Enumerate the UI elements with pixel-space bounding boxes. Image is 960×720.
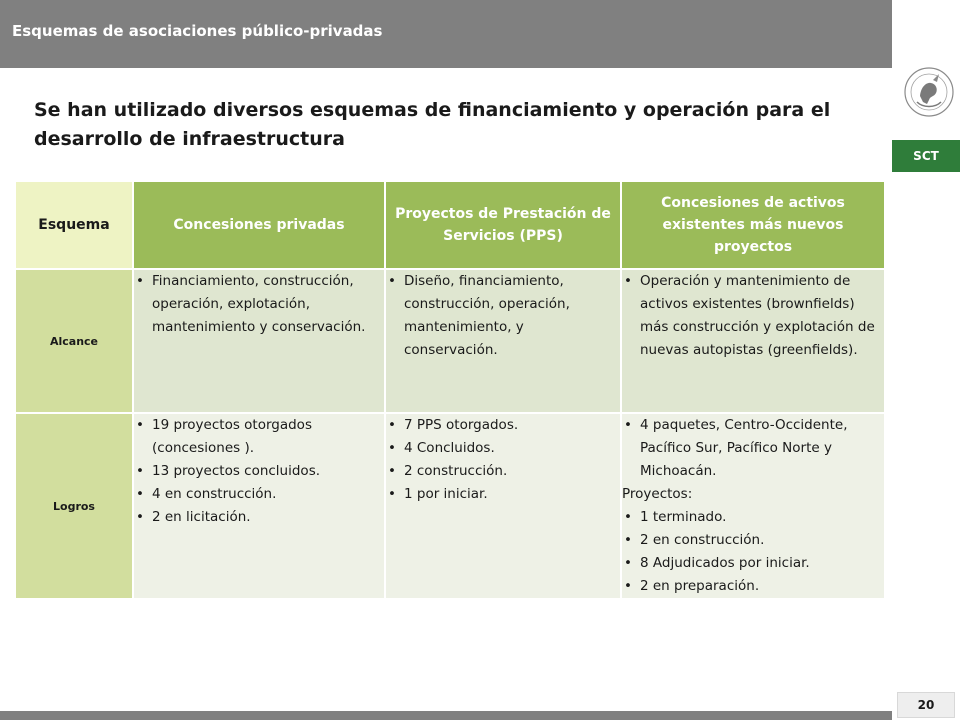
row-label-logros: Logros xyxy=(16,414,132,598)
title-bar xyxy=(0,0,892,68)
list-item: • 4 paquetes, Centro-Occidente, Pacífico Sur, Pacífico Norte y Michoacán. xyxy=(640,414,884,483)
logros-concesiones-activos-cell xyxy=(622,414,884,598)
header-concesiones-privadas: Concesiones privadas xyxy=(134,182,384,268)
comparison-table xyxy=(14,180,886,600)
sct-logo-badge: SCT xyxy=(892,140,960,172)
slide-section-title: Esquemas de asociaciones público-privadas xyxy=(12,22,383,40)
logros-concesiones-privadas-cell xyxy=(134,414,384,598)
table-header-row xyxy=(16,182,884,268)
header-concesiones-activos: Concesiones de activos existentes más nuevos proyectos xyxy=(622,182,884,268)
list-item: • 8 Adjudicados por iniciar. xyxy=(640,552,884,575)
header-esquema: Esquema xyxy=(16,182,132,268)
list-item: • 2 construcción. xyxy=(404,460,620,483)
list-item: • 1 por iniciar. xyxy=(404,483,620,506)
row-label-alcance: Alcance xyxy=(16,270,132,412)
alcance-concesiones-privadas-cell xyxy=(134,270,384,412)
list-item: • Operación y mantenimiento de activos existentes (brownfields) más construcción y explotación de nuevas autopistas (greenfields). xyxy=(640,270,884,362)
list-item: • 1 terminado. xyxy=(640,506,884,529)
list-item: • 19 proyectos otorgados (concesiones ). xyxy=(152,414,384,460)
proyectos-subheading: Proyectos: xyxy=(622,486,693,502)
list-item: • Financiamiento, construcción, operación, explotación, mantenimiento y conservación. xyxy=(152,270,384,339)
list-item: • 13 proyectos concluidos. xyxy=(152,460,384,483)
list-item: • 4 Concluidos. xyxy=(404,437,620,460)
list-item: • 7 PPS otorgados. xyxy=(404,414,620,437)
list-item: • Diseño, financiamiento, construcción, operación, mantenimiento, y conservación. xyxy=(404,270,620,362)
page-number-box xyxy=(897,692,955,718)
alcance-concesiones-activos-cell xyxy=(622,270,884,412)
list-item: • 2 en licitación. xyxy=(152,506,384,529)
alcance-pps-cell xyxy=(386,270,620,412)
footer-bar xyxy=(0,711,892,720)
table-row-alcance xyxy=(16,270,884,412)
list-item: • 2 en construcción. xyxy=(640,529,884,552)
page-number: 20 xyxy=(917,698,935,712)
header-pps: Proyectos de Prestación de Servicios (PPS) xyxy=(386,182,620,268)
list-item: • 2 en preparación. xyxy=(640,575,884,598)
table-row-logros xyxy=(16,414,884,598)
slide-headline: Se han utilizado diversos esquemas de financiamiento y operación para el desarrollo de infraestructura xyxy=(34,99,831,150)
list-item: • 4 en construcción. xyxy=(152,483,384,506)
logros-pps-cell xyxy=(386,414,620,598)
coat-of-arms-seal-icon xyxy=(903,60,955,130)
